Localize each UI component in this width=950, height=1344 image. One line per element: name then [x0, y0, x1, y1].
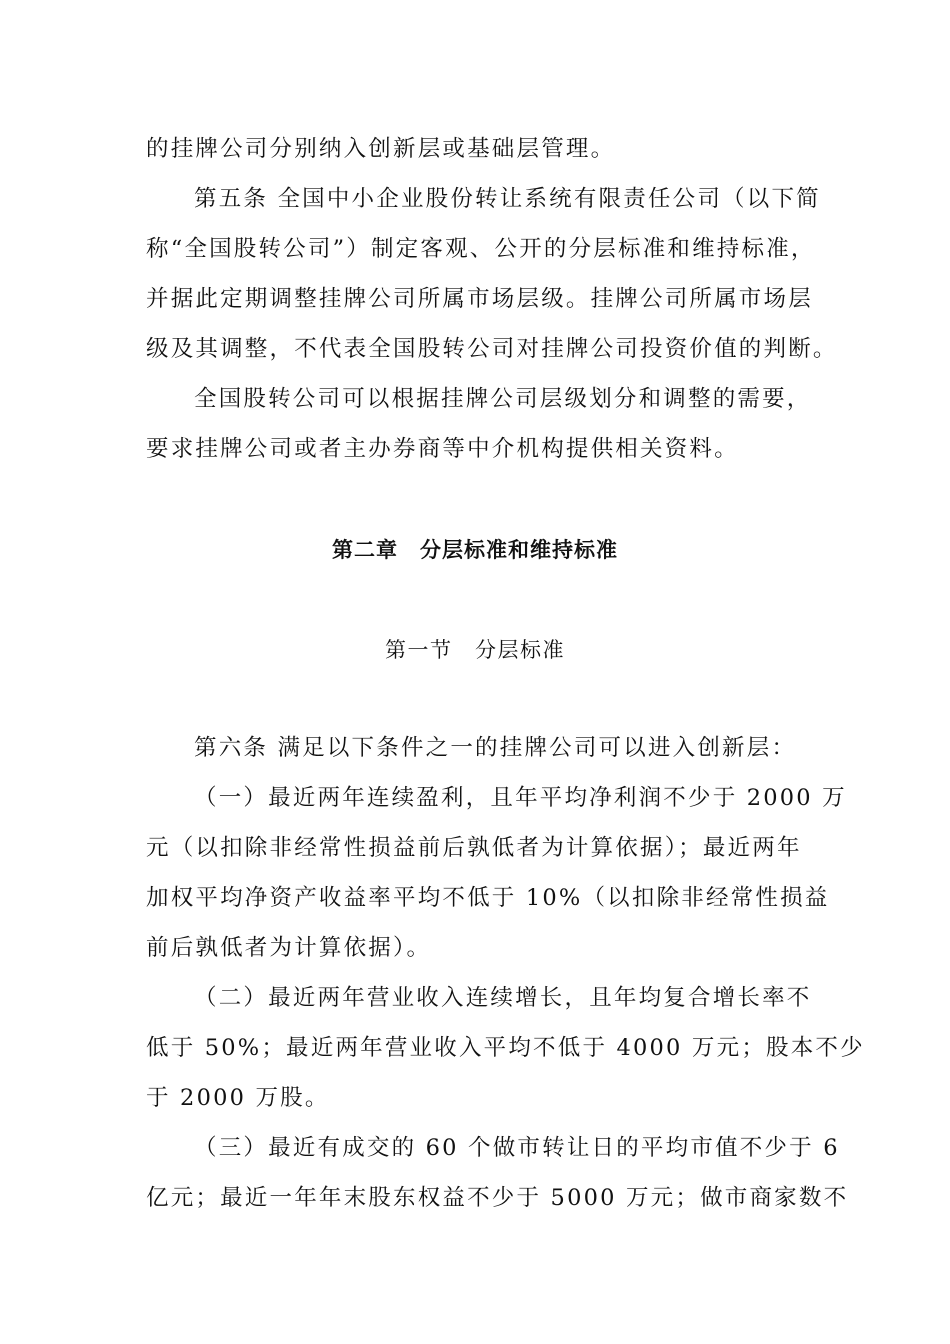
clause-1-line: （一）最近两年连续盈利，且年平均净利润不少于 2000 万 — [194, 785, 847, 811]
clause-3-line: （三）最近有成交的 60 个做市转让日的平均市值不少于 6 — [194, 1135, 840, 1161]
section-heading: 第一节 分层标准 — [385, 638, 565, 662]
chapter-heading: 第二章 分层标准和维持标准 — [332, 538, 618, 562]
paragraph-line: 元（以扣除非经常性损益前后孰低者为计算依据）；最近两年 — [146, 835, 802, 861]
paragraph-line: 要求挂牌公司或者主办券商等中介机构提供相关资料。 — [146, 436, 739, 462]
clause-2-line: （二）最近两年营业收入连续增长，且年均复合增长率不 — [194, 985, 812, 1011]
paragraph-line: 并据此定期调整挂牌公司所属市场层级。挂牌公司所属市场层 — [146, 286, 813, 312]
paragraph-line: 加权平均净资产收益率平均不低于 10%（以扣除非经常性损益 — [146, 885, 830, 911]
article-5-line: 第五条 全国中小企业股份转让系统有限责任公司（以下简 — [194, 186, 821, 212]
paragraph-line: 于 2000 万股。 — [146, 1085, 330, 1111]
paragraph-line: 级及其调整，不代表全国股转公司对挂牌公司投资价值的判断。 — [146, 336, 838, 362]
paragraph-line: 低于 50%；最近两年营业收入平均不低于 4000 万元；股本不少 — [146, 1035, 865, 1061]
article-6-line: 第六条 满足以下条件之一的挂牌公司可以进入创新层： — [194, 735, 797, 761]
paragraph-line: 前后孰低者为计算依据）。 — [146, 935, 432, 961]
paragraph-line: 的挂牌公司分别纳入创新层或基础层管理。 — [146, 136, 616, 162]
paragraph-line: 亿元；最近一年年末股东权益不少于 5000 万元；做市商家数不 — [146, 1185, 849, 1211]
paragraph-line: 称“全国股转公司”）制定客观、公开的分层标准和维持标准， — [146, 236, 816, 262]
paragraph-line: 全国股转公司可以根据挂牌公司层级划分和调整的需要， — [194, 386, 812, 412]
